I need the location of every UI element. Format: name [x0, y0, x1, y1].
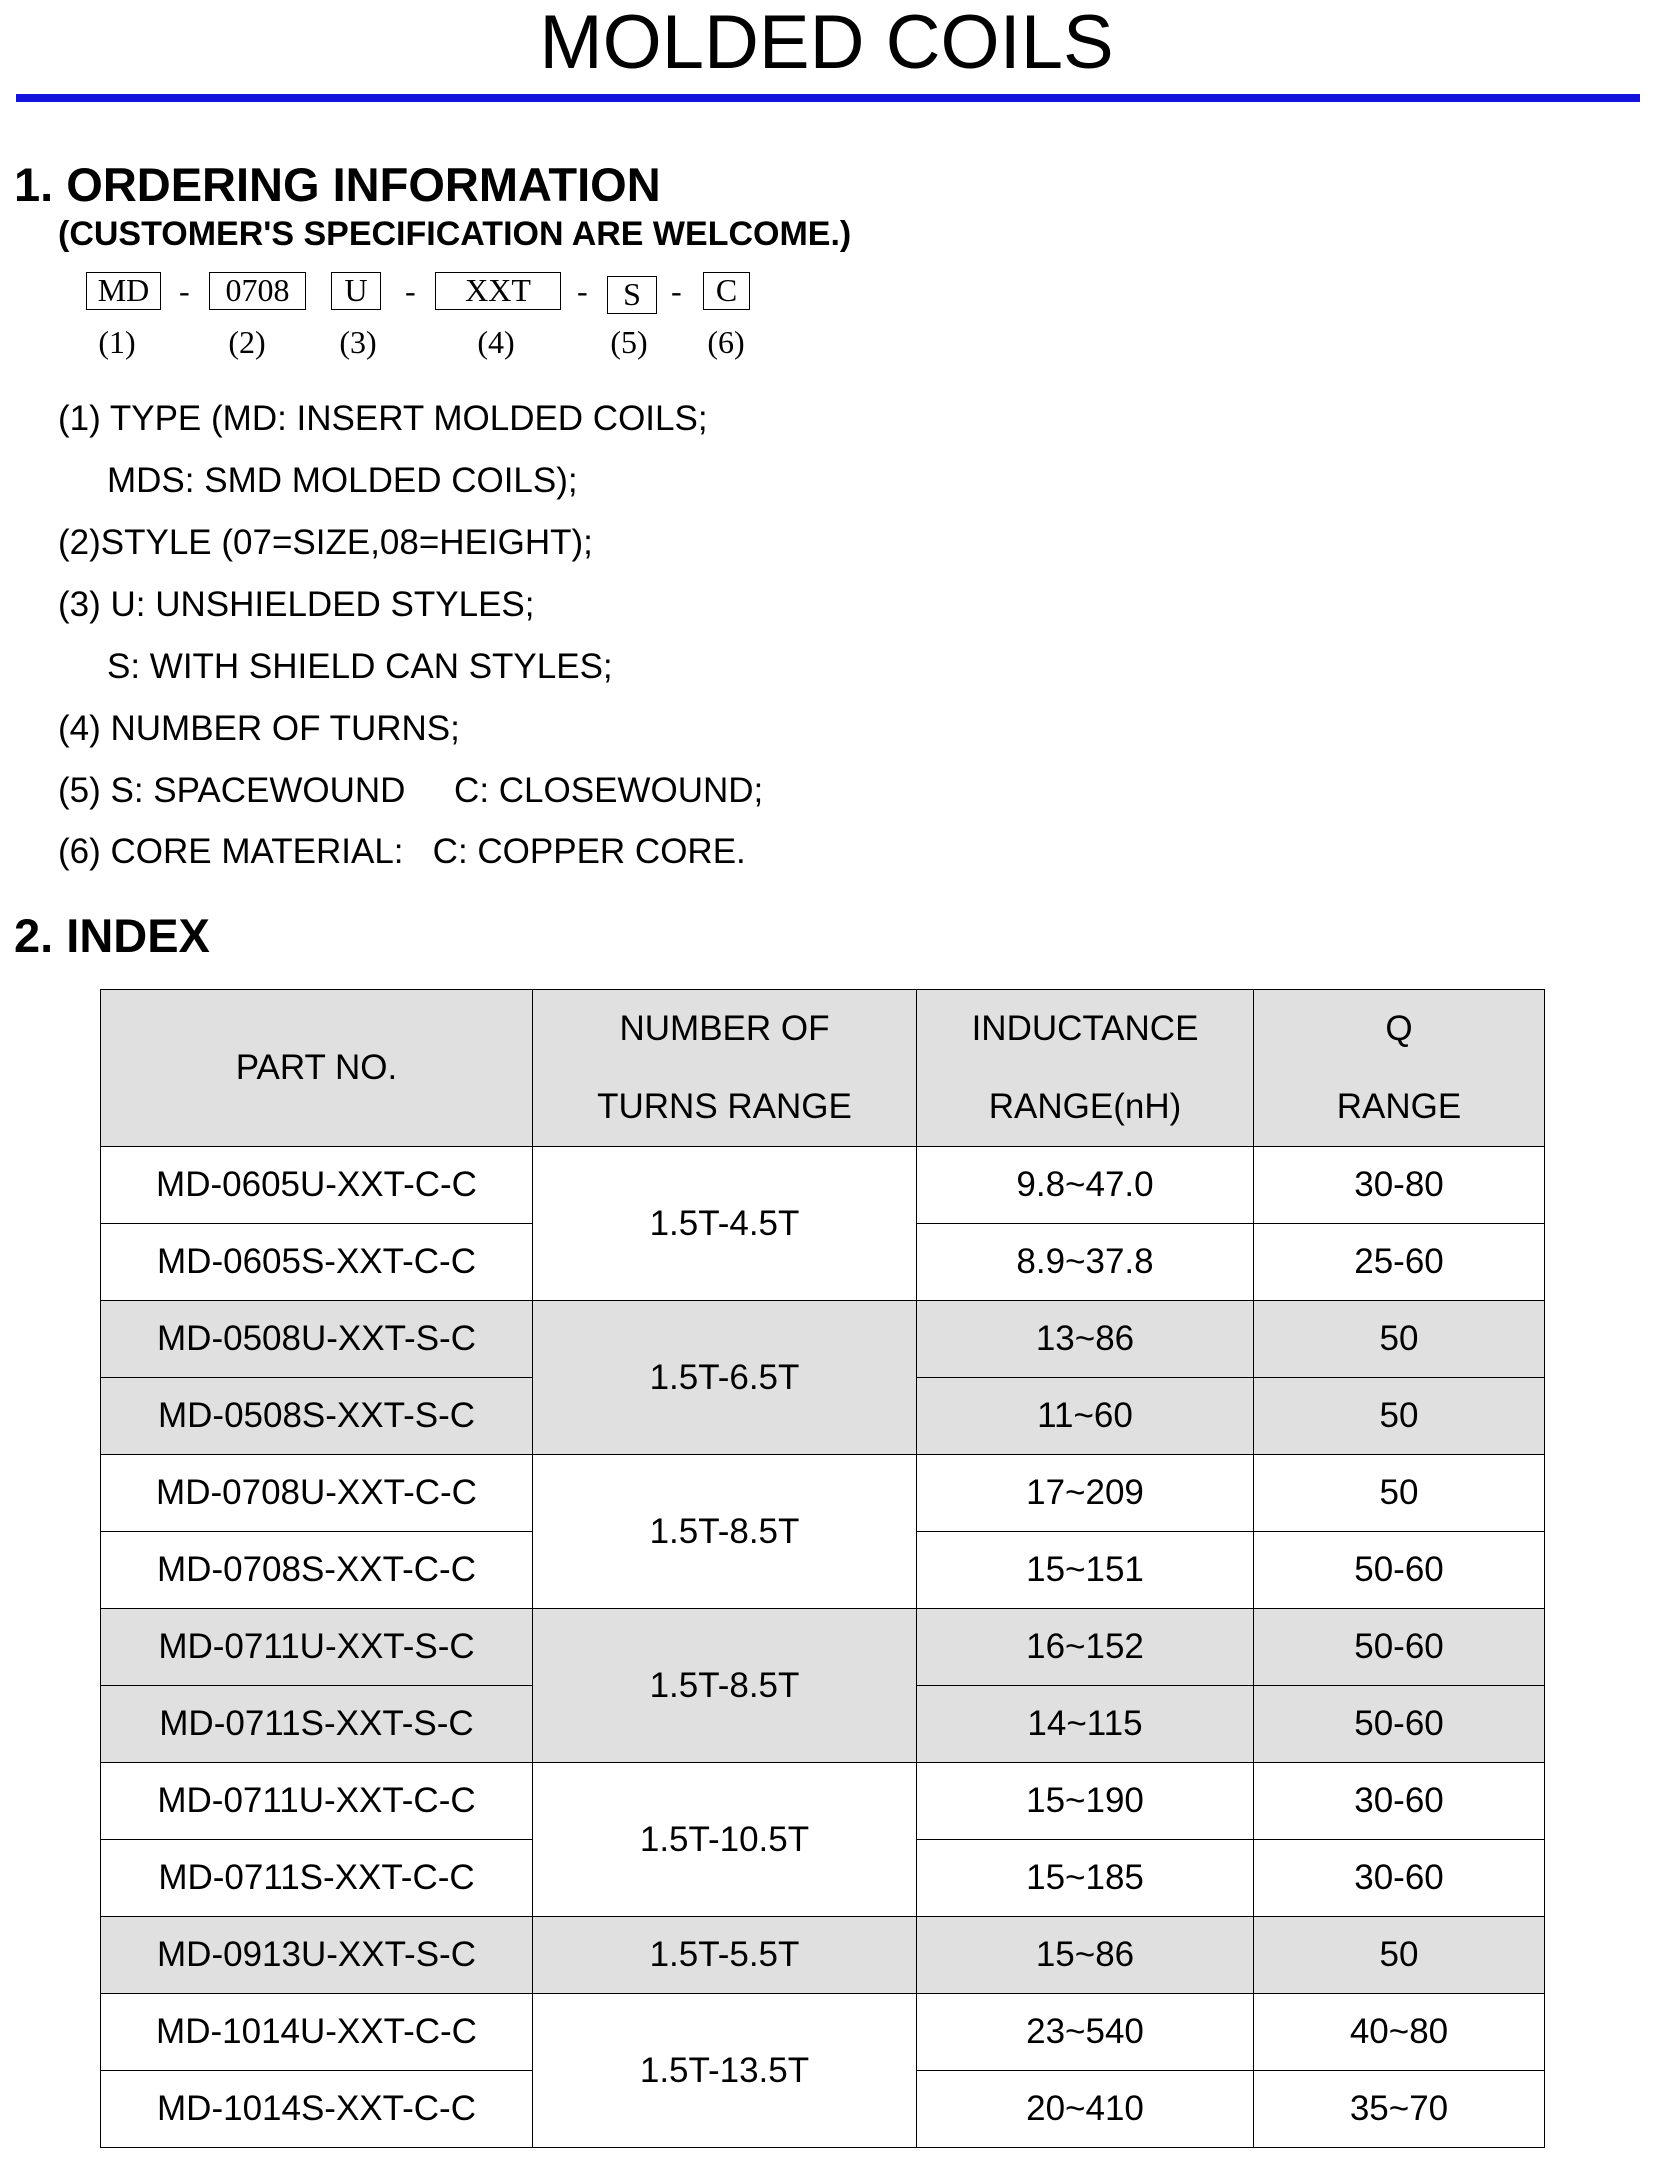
section-heading-ordering: 1. ORDERING INFORMATION — [14, 158, 661, 211]
turns-range-cell: 1.5T-6.5T — [533, 1301, 917, 1455]
turns-range-cell: 1.5T-8.5T — [533, 1455, 917, 1609]
part-no-cell: MD-0708U-XXT-C-C — [101, 1455, 533, 1532]
code-separator: - — [671, 273, 682, 309]
table-row — [101, 1301, 1545, 1378]
code-separator: - — [179, 273, 190, 309]
code-number-1: (1) — [98, 324, 136, 360]
part-no-cell: MD-0605S-XXT-C-C — [101, 1224, 533, 1301]
code-box-type: MD — [86, 272, 161, 310]
q-cell: 50-60 — [1254, 1686, 1545, 1763]
turns-range-cell: 1.5T-8.5T — [533, 1609, 917, 1763]
table-row — [101, 1917, 1545, 1994]
note-shield-cont: S: WITH SHIELD CAN STYLES; — [107, 647, 613, 686]
q-cell: 35~70 — [1254, 2071, 1545, 2148]
turns-range-cell: 1.5T-13.5T — [533, 1994, 917, 2148]
part-no-cell: MD-1014S-XXT-C-C — [101, 2071, 533, 2148]
code-box-shield: U — [331, 272, 381, 310]
q-cell: 50-60 — [1254, 1609, 1545, 1686]
page-title: MOLDED COILS — [539, 0, 1114, 85]
header-turns-range: NUMBER OF TURNS RANGE — [533, 990, 917, 1147]
note-shield: (3) U: UNSHIELDED STYLES; — [58, 585, 535, 624]
code-box-style: 0708 — [209, 272, 306, 310]
q-cell: 30-60 — [1254, 1840, 1545, 1917]
title-divider — [16, 94, 1640, 102]
code-box-core: C — [703, 272, 750, 310]
inductance-cell: 15~185 — [917, 1840, 1254, 1917]
q-cell: 50 — [1254, 1455, 1545, 1532]
part-no-cell: MD-0711S-XXT-C-C — [101, 1840, 533, 1917]
q-cell: 25-60 — [1254, 1224, 1545, 1301]
part-no-cell: MD-0711S-XXT-S-C — [101, 1686, 533, 1763]
turns-range-cell: 1.5T-4.5T — [533, 1147, 917, 1301]
index-table — [100, 989, 1545, 2148]
section-heading-index: 2. INDEX — [14, 909, 210, 962]
table-row — [101, 1994, 1545, 2071]
q-cell: 50 — [1254, 1917, 1545, 1994]
part-no-cell: MD-0711U-XXT-C-C — [101, 1763, 533, 1840]
part-no-cell: MD-0708S-XXT-C-C — [101, 1532, 533, 1609]
code-number-5: (5) — [610, 324, 648, 360]
code-number-4: (4) — [477, 324, 515, 360]
part-no-cell: MD-1014U-XXT-C-C — [101, 1994, 533, 2071]
q-cell: 30-60 — [1254, 1763, 1545, 1840]
turns-range-cell: 1.5T-10.5T — [533, 1763, 917, 1917]
q-cell: 50-60 — [1254, 1532, 1545, 1609]
inductance-cell: 23~540 — [917, 1994, 1254, 2071]
note-type: (1) TYPE (MD: INSERT MOLDED COILS; — [58, 399, 708, 438]
note-style: (2)STYLE (07=SIZE,08=HEIGHT); — [58, 523, 593, 562]
note-turns: (4) NUMBER OF TURNS; — [58, 709, 460, 748]
table-row — [101, 1455, 1545, 1532]
header-part-no: PART NO. — [101, 990, 533, 1147]
note-core: (6) CORE MATERIAL: C: COPPER CORE. — [58, 832, 746, 871]
inductance-cell: 13~86 — [917, 1301, 1254, 1378]
inductance-cell: 8.9~37.8 — [917, 1224, 1254, 1301]
turns-range-cell: 1.5T-5.5T — [533, 1917, 917, 1994]
code-number-6: (6) — [707, 324, 745, 360]
code-number-2: (2) — [228, 324, 266, 360]
part-no-cell: MD-0605U-XXT-C-C — [101, 1147, 533, 1224]
inductance-cell: 15~151 — [917, 1532, 1254, 1609]
q-cell: 50 — [1254, 1301, 1545, 1378]
inductance-cell: 14~115 — [917, 1686, 1254, 1763]
part-no-cell: MD-0913U-XXT-S-C — [101, 1917, 533, 1994]
code-separator: - — [405, 273, 416, 309]
inductance-cell: 16~152 — [917, 1609, 1254, 1686]
note-wound: (5) S: SPACEWOUND C: CLOSEWOUND; — [58, 771, 764, 810]
q-cell: 40~80 — [1254, 1994, 1545, 2071]
code-box-wound: S — [607, 276, 657, 314]
inductance-cell: 9.8~47.0 — [917, 1147, 1254, 1224]
inductance-cell: 17~209 — [917, 1455, 1254, 1532]
inductance-cell: 20~410 — [917, 2071, 1254, 2148]
code-box-turns: XXT — [435, 272, 561, 310]
header-q-range: Q RANGE — [1254, 990, 1545, 1147]
note-type-cont: MDS: SMD MOLDED COILS); — [107, 461, 578, 500]
inductance-cell: 15~190 — [917, 1763, 1254, 1840]
inductance-cell: 11~60 — [917, 1378, 1254, 1455]
inductance-cell: 15~86 — [917, 1917, 1254, 1994]
table-row — [101, 1147, 1545, 1224]
code-number-3: (3) — [339, 324, 377, 360]
header-inductance-range: INDUCTANCE RANGE(nH) — [917, 990, 1254, 1147]
table-row — [101, 1609, 1545, 1686]
table-row — [101, 1763, 1545, 1840]
q-cell: 30-80 — [1254, 1147, 1545, 1224]
part-no-cell: MD-0711U-XXT-S-C — [101, 1609, 533, 1686]
table-header-row — [101, 990, 1545, 1147]
part-no-cell: MD-0508U-XXT-S-C — [101, 1301, 533, 1378]
q-cell: 50 — [1254, 1378, 1545, 1455]
code-separator: - — [577, 273, 588, 309]
ordering-subtitle: (CUSTOMER'S SPECIFICATION ARE WELCOME.) — [58, 215, 852, 253]
part-no-cell: MD-0508S-XXT-S-C — [101, 1378, 533, 1455]
